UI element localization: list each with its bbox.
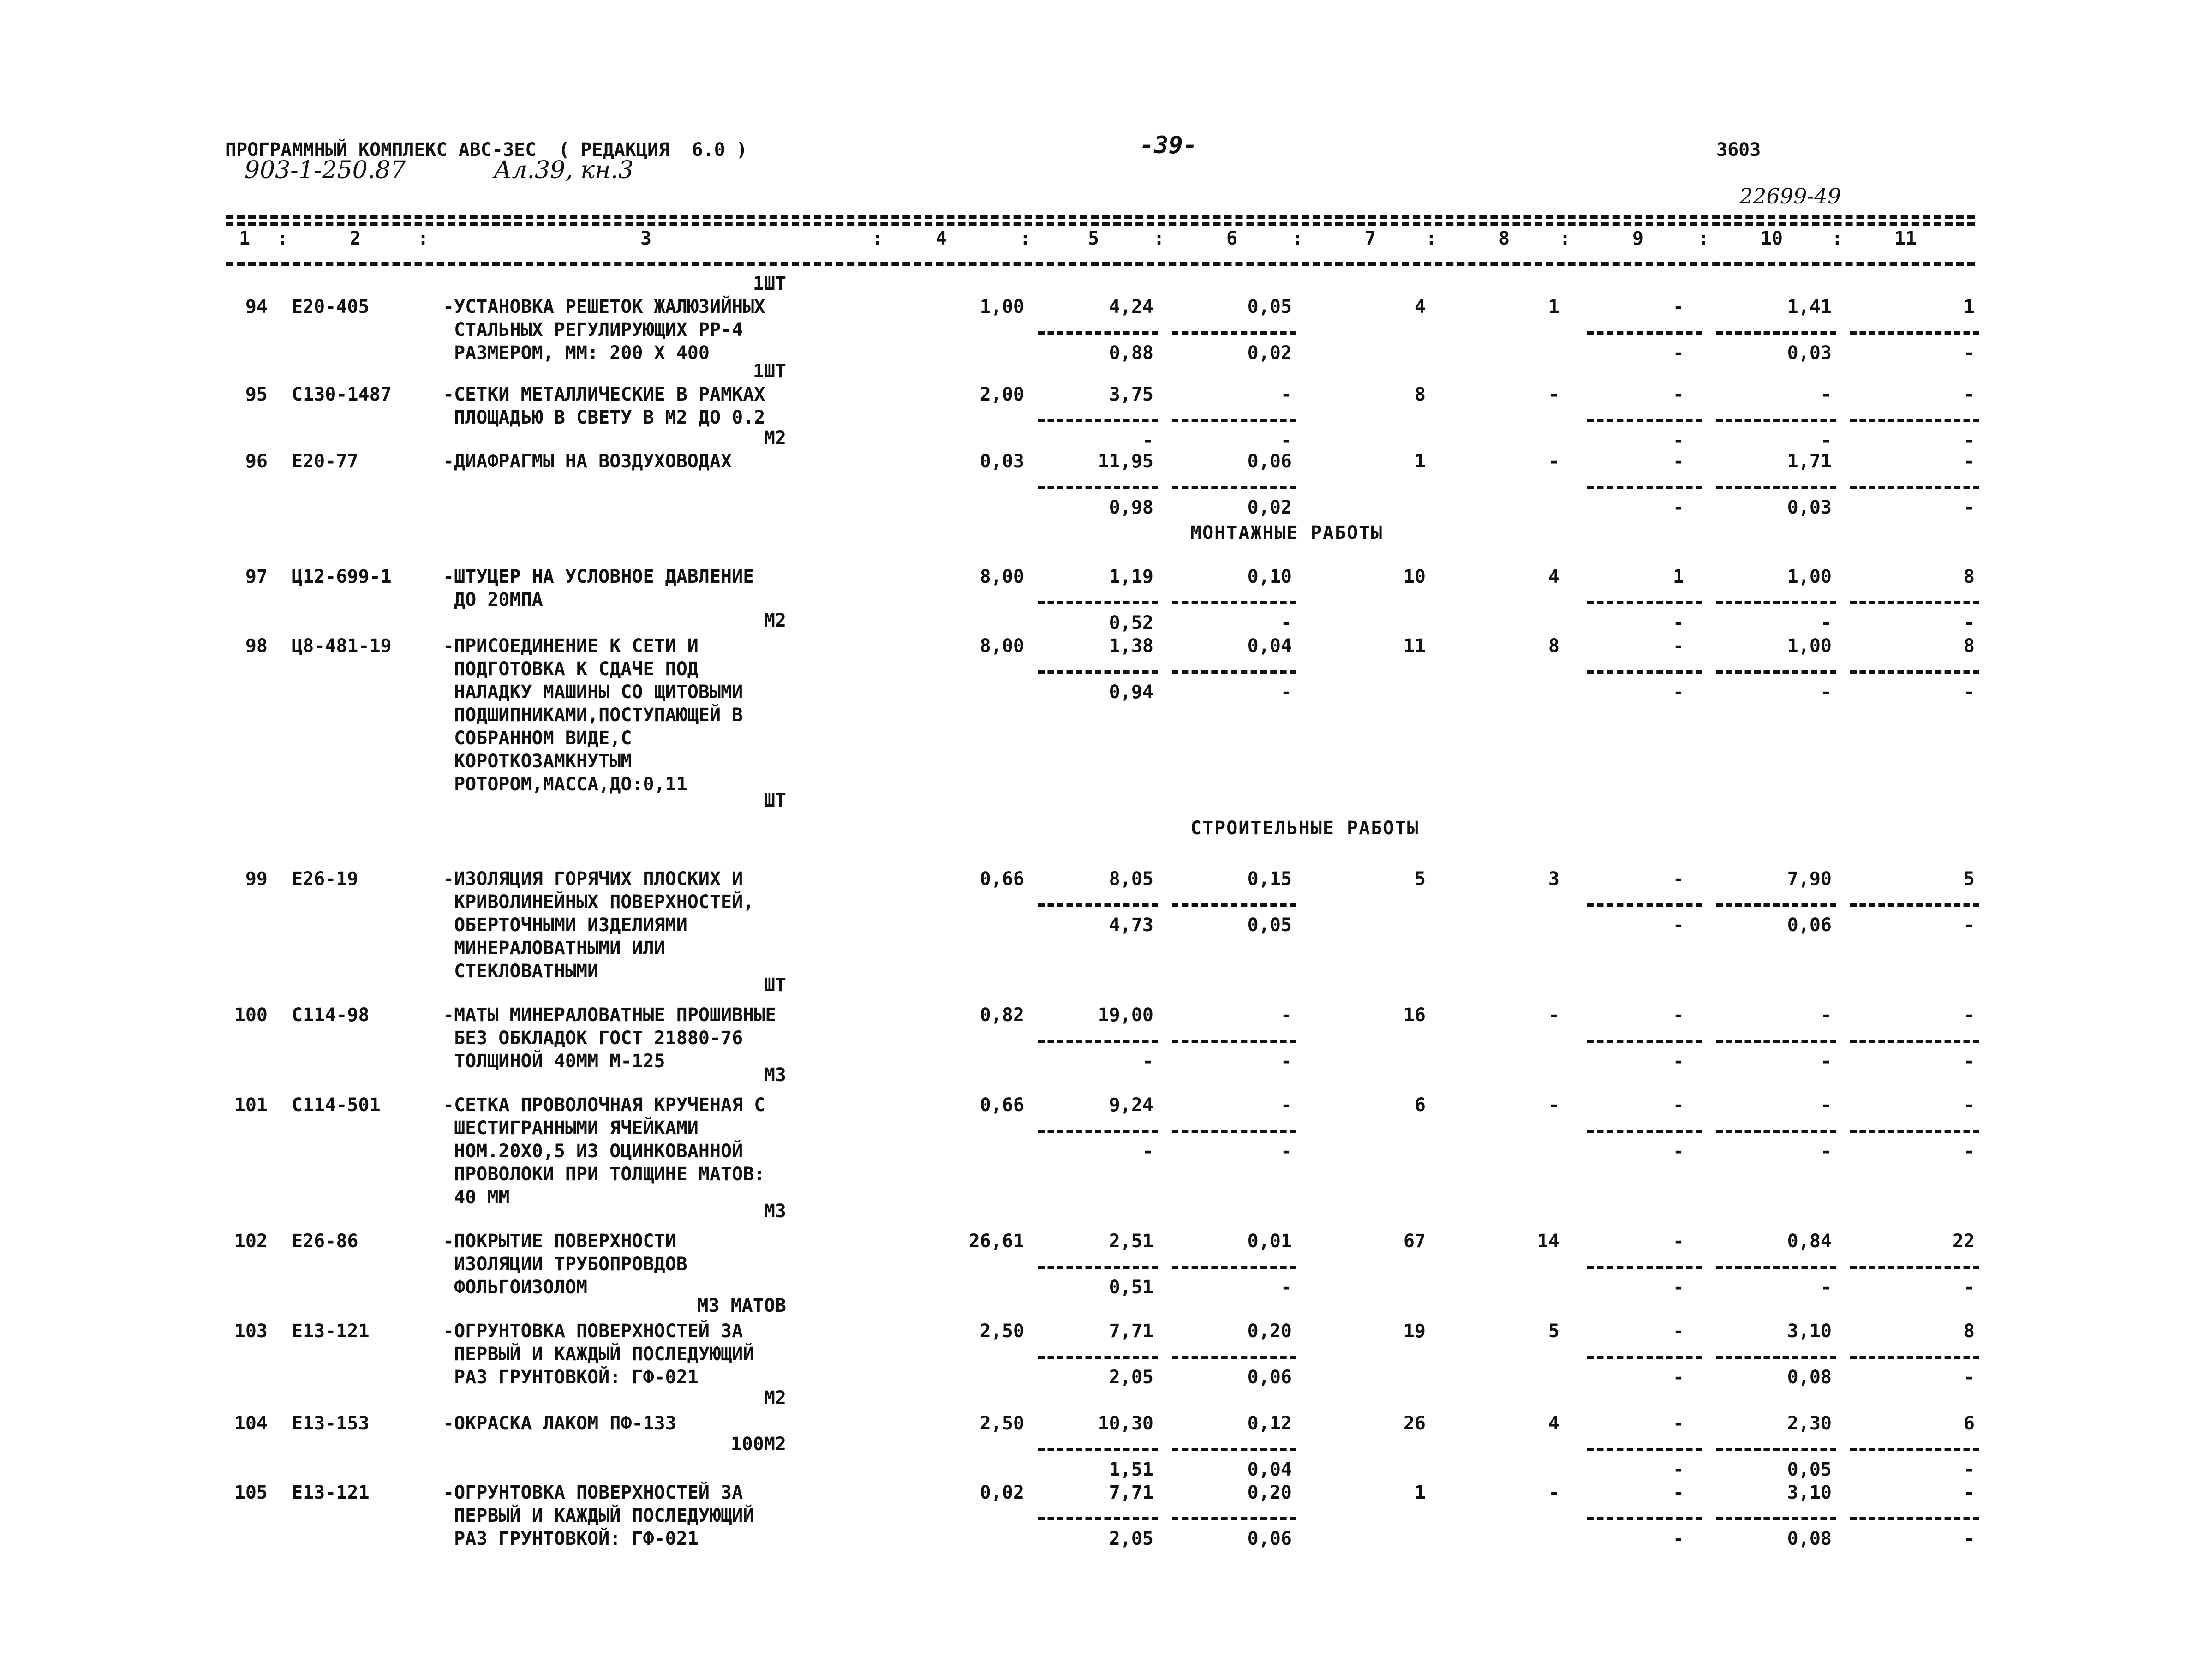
- cell-c7: 1: [1414, 1482, 1426, 1503]
- cell-divider: [1716, 903, 1836, 907]
- cell-c4: 2,00: [980, 384, 1024, 405]
- norm-code: Е20-405: [292, 296, 370, 317]
- col-header-3: 3: [640, 228, 652, 249]
- cell-c11: 22: [1952, 1231, 1975, 1252]
- cell-divider: [1716, 1130, 1836, 1133]
- cell-c4: 0,02: [980, 1482, 1024, 1503]
- cell-c11: -: [1963, 384, 1975, 405]
- cell-c11: 8: [1963, 1321, 1975, 1342]
- cell-divider: [1587, 1266, 1702, 1269]
- cell-c11: -: [1963, 451, 1975, 472]
- norm-code: С114-501: [292, 1094, 381, 1116]
- row-number: 102: [234, 1231, 268, 1252]
- cell-c10: 1,41: [1787, 296, 1832, 317]
- cell-c4: 0,66: [980, 868, 1024, 890]
- cell-c8: 8: [1548, 635, 1559, 657]
- cell-c6b: -: [1280, 1141, 1292, 1162]
- row-number: 96: [245, 451, 268, 472]
- row-number: 105: [234, 1482, 268, 1503]
- cell-c8: 1: [1548, 296, 1559, 317]
- cell-c11b: -: [1963, 1528, 1975, 1549]
- cell-c6b: -: [1280, 1277, 1292, 1298]
- cell-c9: -: [1672, 1321, 1684, 1342]
- cell-c11b: -: [1963, 1459, 1975, 1480]
- cell-c5b: 0,52: [1109, 612, 1153, 634]
- cell-c6: 0,01: [1247, 1231, 1292, 1252]
- cell-divider: [1038, 1266, 1158, 1269]
- col-header-7: 7: [1364, 228, 1376, 249]
- cell-c11b: -: [1963, 612, 1975, 634]
- work-description: -ПОКРЫТИЕ ПОВЕРХНОСТИ ИЗОЛЯЦИИ ТРУБОПРОВДОВ ФОЛЬГОИЗОЛОМ: [443, 1231, 687, 1298]
- unit-label: 1ШТ: [753, 273, 786, 294]
- row-number: 98: [245, 635, 268, 657]
- unit-label: ШТ: [764, 975, 786, 996]
- col-header-9: 9: [1632, 228, 1644, 249]
- cell-divider: [1587, 419, 1702, 422]
- cell-divider: [1172, 331, 1296, 335]
- row-number: 101: [234, 1094, 268, 1116]
- col-header-6: 6: [1226, 228, 1238, 249]
- norm-code: Е26-86: [292, 1231, 358, 1252]
- cell-divider: [1172, 903, 1296, 907]
- sheet-reference: Ал.39, кн.3: [494, 156, 634, 184]
- cell-c11: 5: [1963, 868, 1975, 890]
- cell-c9b: -: [1672, 430, 1684, 451]
- cell-c8: 14: [1537, 1231, 1559, 1252]
- cell-c6b: 0,06: [1247, 1528, 1292, 1549]
- work-description: -ДИАФРАГМЫ НА ВОЗДУХОВОДАХ: [443, 451, 732, 472]
- cell-divider: [1850, 1517, 1979, 1520]
- cell-divider: [1172, 1448, 1296, 1451]
- cell-c9b: -: [1672, 915, 1684, 936]
- cell-c7: 6: [1414, 1094, 1426, 1116]
- cell-divider: [1587, 486, 1702, 489]
- cell-c9b: -: [1672, 1459, 1684, 1480]
- cell-c11b: -: [1963, 430, 1975, 451]
- cell-divider: [1850, 331, 1979, 335]
- norm-code: Е13-121: [292, 1482, 370, 1503]
- inventory-number: 22699-49: [1739, 184, 1841, 209]
- cell-c11: 6: [1963, 1413, 1975, 1434]
- cell-c6: -: [1280, 1094, 1292, 1116]
- cell-divider: [1716, 1517, 1836, 1520]
- cell-c5: 8,05: [1109, 868, 1153, 890]
- cell-divider: [1850, 419, 1979, 422]
- cell-c6: 0,06: [1247, 451, 1292, 472]
- cell-c8: 4: [1548, 1413, 1559, 1434]
- cell-divider: [1587, 1448, 1702, 1451]
- cell-c11b: -: [1963, 915, 1975, 936]
- cell-c9: -: [1672, 296, 1684, 317]
- cell-divider: [1850, 1040, 1979, 1043]
- col-separator: :: [872, 228, 884, 249]
- cell-c6b: -: [1280, 1051, 1292, 1072]
- cell-c5: 19,00: [1098, 1004, 1153, 1026]
- cell-c10b: -: [1820, 1141, 1832, 1162]
- cell-divider: [1587, 1130, 1702, 1133]
- cell-c6: -: [1280, 384, 1292, 405]
- cell-divider: [1172, 1130, 1296, 1133]
- project-code: 903-1-250.87: [245, 156, 406, 184]
- cell-divider: [1716, 1040, 1836, 1043]
- row-number: 95: [245, 384, 268, 405]
- cell-c6: 0,20: [1247, 1482, 1292, 1503]
- cell-c10b: 0,08: [1787, 1528, 1832, 1549]
- norm-code: Е13-153: [292, 1413, 370, 1434]
- cell-c11: 8: [1963, 635, 1975, 657]
- norm-code: Е13-121: [292, 1321, 370, 1342]
- col-header-11: 11: [1894, 228, 1917, 249]
- cell-divider: [1038, 601, 1158, 604]
- cell-c9b: -: [1672, 1051, 1684, 1072]
- cell-c10b: 0,03: [1787, 342, 1832, 364]
- row-number: 104: [234, 1413, 268, 1434]
- cell-c9: -: [1672, 451, 1684, 472]
- cell-c6: 0,20: [1247, 1321, 1292, 1342]
- cell-c6b: 0,04: [1247, 1459, 1292, 1480]
- cell-c5: 3,75: [1109, 384, 1153, 405]
- cell-c5: 1,38: [1109, 635, 1153, 657]
- cell-c5: 10,30: [1098, 1413, 1153, 1434]
- cell-c4: 8,00: [980, 635, 1024, 657]
- cell-c9b: -: [1672, 1367, 1684, 1388]
- work-description: -ОГРУНТОВКА ПОВЕРХНОСТЕЙ ЗА ПЕРВЫЙ И КАЖДЫЙ ПОСЛЕДУЮЩИЙ РАЗ ГРУНТОВКОЙ: ГФ-021: [443, 1321, 754, 1388]
- col-separator: :: [1020, 228, 1031, 249]
- cell-c9: -: [1672, 1413, 1684, 1434]
- work-description: -ШТУЦЕР НА УСЛОВНОЕ ДАВЛЕНИЕ ДО 20МПА: [443, 566, 754, 610]
- cell-c11b: -: [1963, 1051, 1975, 1072]
- cell-c8: -: [1548, 1004, 1559, 1026]
- cell-c9b: -: [1672, 612, 1684, 634]
- cell-c10b: 0,05: [1787, 1459, 1832, 1480]
- col-separator: :: [277, 228, 288, 249]
- cell-c5: 1,19: [1109, 566, 1153, 587]
- cell-c5b: 1,51: [1109, 1459, 1153, 1480]
- col-separator: :: [1426, 228, 1437, 249]
- cell-c10b: -: [1820, 430, 1832, 451]
- cell-c10b: -: [1820, 1277, 1832, 1298]
- cell-c11b: -: [1963, 1277, 1975, 1298]
- norm-code: Ц12-699-1: [292, 566, 392, 587]
- cell-c7: 26: [1403, 1413, 1426, 1434]
- col-header-4: 4: [935, 228, 947, 249]
- cell-c6: 0,05: [1247, 296, 1292, 317]
- cell-c10: 0,84: [1787, 1231, 1832, 1252]
- unit-label: М3: [764, 1064, 786, 1086]
- cell-c4: 1,00: [980, 296, 1024, 317]
- cell-c6b: -: [1280, 682, 1292, 703]
- cell-c11b: -: [1963, 1367, 1975, 1388]
- top-rule: [226, 215, 1975, 219]
- cell-c10: -: [1820, 384, 1832, 405]
- cell-c5b: 2,05: [1109, 1528, 1153, 1549]
- cell-c9: 1: [1672, 566, 1684, 587]
- cell-divider: [1587, 331, 1702, 335]
- work-description: -УСТАНОВКА РЕШЕТОК ЖАЛЮЗИЙНЫХ СТАЛЬНЫХ РЕГУЛИРУЮЩИХ РР-4 РАЗМЕРОМ, ММ: 200 Х 400: [443, 296, 765, 364]
- cell-c7: 19: [1403, 1321, 1426, 1342]
- cell-c7: 4: [1414, 296, 1426, 317]
- cell-c11: -: [1963, 1004, 1975, 1026]
- cell-divider: [1716, 1448, 1836, 1451]
- cell-c9b: -: [1672, 1528, 1684, 1549]
- norm-code: Ц8-481-19: [292, 635, 392, 657]
- cell-divider: [1850, 670, 1979, 674]
- unit-label: М2: [764, 1387, 786, 1409]
- col-separator: :: [1153, 228, 1165, 249]
- cell-divider: [1038, 1448, 1158, 1451]
- cell-c6: 0,10: [1247, 566, 1292, 587]
- cell-c9: -: [1672, 1004, 1684, 1026]
- cell-c10b: 0,06: [1787, 915, 1832, 936]
- cell-c6b: 0,05: [1247, 915, 1292, 936]
- cell-divider: [1716, 1356, 1836, 1359]
- cell-c5b: 4,73: [1109, 915, 1153, 936]
- unit-label: 100М2: [730, 1434, 786, 1455]
- cell-c10b: -: [1820, 682, 1832, 703]
- cell-divider: [1587, 1356, 1702, 1359]
- norm-code: Е20-77: [292, 451, 358, 472]
- cell-c8: -: [1548, 1482, 1559, 1503]
- col-header-1: 1: [239, 228, 251, 249]
- work-description: -МАТЫ МИНЕРАЛОВАТНЫЕ ПРОШИВНЫЕ БЕЗ ОБКЛАДОК ГОСТ 21880-76 ТОЛЩИНОЙ 40ММ М-125: [443, 1004, 776, 1072]
- cell-c5b: -: [1142, 430, 1153, 451]
- cell-c11: -: [1963, 1094, 1975, 1116]
- cell-divider: [1716, 601, 1836, 604]
- cell-c6b: -: [1280, 612, 1292, 634]
- cell-divider: [1716, 1266, 1836, 1269]
- cell-c6b: -: [1280, 430, 1292, 451]
- cell-divider: [1172, 670, 1296, 674]
- col-header-2: 2: [349, 228, 361, 249]
- cell-c10: -: [1820, 1004, 1832, 1026]
- cell-c10b: 0,08: [1787, 1367, 1832, 1388]
- cell-divider: [1038, 670, 1158, 674]
- work-description: -ИЗОЛЯЦИЯ ГОРЯЧИХ ПЛОСКИХ И КРИВОЛИНЕЙНЫХ ПОВЕРХНОСТЕЙ, ОБЕРТОЧНЫМИ ИЗДЕЛИЯМИ МИНЕРАЛОВАТНЫМИ ИЛИ СТЕКЛОВАТНЫМИ: [443, 868, 754, 982]
- cell-divider: [1716, 486, 1836, 489]
- col-header-8: 8: [1498, 228, 1510, 249]
- cell-divider: [1587, 601, 1702, 604]
- cell-c8: 4: [1548, 566, 1559, 587]
- cell-divider: [1038, 903, 1158, 907]
- cell-c7: 8: [1414, 384, 1426, 405]
- cell-c10: -: [1820, 1094, 1832, 1116]
- cell-c11b: -: [1963, 682, 1975, 703]
- cell-c5b: -: [1142, 1051, 1153, 1072]
- cell-c9: -: [1672, 1094, 1684, 1116]
- cell-c9: -: [1672, 384, 1684, 405]
- cell-c5b: 0,51: [1109, 1277, 1153, 1298]
- work-description: -ПРИСОЕДИНЕНИЕ К СЕТИ И ПОДГОТОВКА К СДАЧЕ ПОД НАЛАДКУ МАШИНЫ СО ЩИТОВЫМИ ПОДШИПНИКАМИ,ПОСТУПАЮЩЕЙ В СОБРАННОМ ВИДЕ,С КОРОТКОЗАМКНУТЫМ РОТОРОМ,МАССА,ДО:0,11: [443, 635, 743, 795]
- cell-divider: [1172, 601, 1296, 604]
- cell-c7: 1: [1414, 451, 1426, 472]
- norm-code: Е26-19: [292, 868, 358, 890]
- cell-c10b: -: [1820, 1051, 1832, 1072]
- cell-c10b: 0,03: [1787, 497, 1832, 518]
- cell-c9b: -: [1672, 342, 1684, 364]
- cell-c9b: -: [1672, 1277, 1684, 1298]
- col-separator: :: [1292, 228, 1303, 249]
- cell-divider: [1716, 331, 1836, 335]
- row-number: 97: [245, 566, 268, 587]
- cell-divider: [1038, 1040, 1158, 1043]
- cell-divider: [1850, 1130, 1979, 1133]
- cell-divider: [1038, 1517, 1158, 1520]
- norm-code: С114-98: [292, 1004, 370, 1026]
- cell-c5b: 0,94: [1109, 682, 1153, 703]
- cell-c11b: -: [1963, 497, 1975, 518]
- cell-c9: -: [1672, 868, 1684, 890]
- cell-c5: 7,71: [1109, 1482, 1153, 1503]
- cell-c8: -: [1548, 451, 1559, 472]
- cell-divider: [1850, 903, 1979, 907]
- cell-c5: 7,71: [1109, 1321, 1153, 1342]
- cell-c8: -: [1548, 384, 1559, 405]
- cell-c4: 2,50: [980, 1413, 1024, 1434]
- cell-c7: 11: [1403, 635, 1426, 657]
- cell-divider: [1172, 486, 1296, 489]
- work-description: -СЕТКИ МЕТАЛЛИЧЕСКИЕ В РАМКАХ ПЛОЩАДЬЮ В СВЕТУ В М2 ДО 0.2: [443, 384, 765, 428]
- work-description: -ОКРАСКА ЛАКОМ ПФ-133: [443, 1413, 676, 1434]
- cell-divider: [1038, 486, 1158, 489]
- unit-label: М2: [764, 428, 786, 449]
- cell-divider: [1038, 419, 1158, 422]
- cell-c9b: -: [1672, 497, 1684, 518]
- cell-c10: 1,00: [1787, 566, 1832, 587]
- col-separator: :: [1559, 228, 1571, 249]
- cell-c5: 11,95: [1098, 451, 1153, 472]
- cell-c8: -: [1548, 1094, 1559, 1116]
- cell-c5b: 0,88: [1109, 342, 1153, 364]
- col-separator: :: [1832, 228, 1843, 249]
- cell-divider: [1587, 903, 1702, 907]
- cell-c4: 0,82: [980, 1004, 1024, 1026]
- cell-c10: 2,30: [1787, 1413, 1832, 1434]
- cell-divider: [1587, 1040, 1702, 1043]
- unit-label: М3 МАТОВ: [697, 1295, 786, 1316]
- cell-c7: 5: [1414, 868, 1426, 890]
- cell-c9b: -: [1672, 682, 1684, 703]
- cell-c4: 8,00: [980, 566, 1024, 587]
- page-number: -39-: [1140, 132, 1198, 159]
- col-separator: :: [418, 228, 429, 249]
- cell-c7: 16: [1403, 1004, 1426, 1026]
- unit-label: 1ШТ: [753, 361, 786, 382]
- cell-c9: -: [1672, 1482, 1684, 1503]
- cell-c5: 4,24: [1109, 296, 1153, 317]
- document-number: 3603: [1716, 139, 1761, 161]
- cell-c10: 1,71: [1787, 451, 1832, 472]
- cell-divider: [1172, 1266, 1296, 1269]
- cell-divider: [1038, 1356, 1158, 1359]
- cell-c10: 3,10: [1787, 1482, 1832, 1503]
- row-number: 103: [234, 1321, 268, 1342]
- cell-divider: [1850, 486, 1979, 489]
- cell-divider: [1850, 1266, 1979, 1269]
- cell-c11: 1: [1963, 296, 1975, 317]
- work-description: -ОГРУНТОВКА ПОВЕРХНОСТЕЙ ЗА ПЕРВЫЙ И КАЖДЫЙ ПОСЛЕДУЮЩИЙ РАЗ ГРУНТОВКОЙ: ГФ-021: [443, 1482, 754, 1549]
- cell-divider: [1850, 601, 1979, 604]
- cell-divider: [1587, 670, 1702, 674]
- norm-code: С130-1487: [292, 384, 392, 405]
- cell-divider: [1172, 419, 1296, 422]
- cell-c9b: -: [1672, 1141, 1684, 1162]
- col-header-5: 5: [1087, 228, 1099, 249]
- cell-c8: 5: [1548, 1321, 1559, 1342]
- col-separator: :: [1698, 228, 1709, 249]
- section-montage: МОНТАЖНЫЕ РАБОТЫ: [1190, 522, 1383, 544]
- cell-c6: 0,04: [1247, 635, 1292, 657]
- cell-c10: 3,10: [1787, 1321, 1832, 1342]
- cell-divider: [1038, 1130, 1158, 1133]
- cell-divider: [1850, 1356, 1979, 1359]
- cell-divider: [1716, 670, 1836, 674]
- row-number: 100: [234, 1004, 268, 1026]
- cell-c6: 0,15: [1247, 868, 1292, 890]
- col-header-10: 10: [1760, 228, 1783, 249]
- cell-c9: -: [1672, 635, 1684, 657]
- cell-c11: 8: [1963, 566, 1975, 587]
- top-rule-2: [226, 222, 1975, 226]
- cell-c5b: 2,05: [1109, 1367, 1153, 1388]
- cell-c11b: -: [1963, 342, 1975, 364]
- cell-divider: [1850, 1448, 1979, 1451]
- cell-c6b: 0,02: [1247, 342, 1292, 364]
- cell-divider: [1038, 331, 1158, 335]
- cell-c11: -: [1963, 1482, 1975, 1503]
- cell-c6b: 0,06: [1247, 1367, 1292, 1388]
- cell-c6: -: [1280, 1004, 1292, 1026]
- cell-divider: [1587, 1517, 1702, 1520]
- cell-c11b: -: [1963, 1141, 1975, 1162]
- cell-divider: [1716, 419, 1836, 422]
- cell-c4: 0,03: [980, 451, 1024, 472]
- cell-c10: 7,90: [1787, 868, 1832, 890]
- row-number: 99: [245, 868, 268, 890]
- unit-label: М3: [764, 1201, 786, 1222]
- cell-c10: 1,00: [1787, 635, 1832, 657]
- cell-c7: 10: [1403, 566, 1426, 587]
- cell-c5b: 0,98: [1109, 497, 1153, 518]
- program-title: ПРОГРАММНЫЙ КОМПЛЕКС АВС-3ЕС ( РЕДАКЦИЯ 6.0 ): [225, 139, 747, 161]
- cell-divider: [1172, 1356, 1296, 1359]
- cell-c6: 0,12: [1247, 1413, 1292, 1434]
- cell-divider: [1172, 1517, 1296, 1520]
- cell-divider: [1172, 1040, 1296, 1043]
- cell-c7: 67: [1403, 1231, 1426, 1252]
- section-construction: СТРОИТЕЛЬНЫЕ РАБОТЫ: [1190, 818, 1419, 839]
- cell-c4: 26,61: [968, 1231, 1024, 1252]
- cell-c4: 0,66: [980, 1094, 1024, 1116]
- cell-c5: 2,51: [1109, 1231, 1153, 1252]
- header-bottom-rule: [226, 262, 1975, 266]
- cell-c5b: -: [1142, 1141, 1153, 1162]
- cell-c6b: 0,02: [1247, 497, 1292, 518]
- row-number: 94: [245, 296, 268, 317]
- cell-c10b: -: [1820, 612, 1832, 634]
- cell-c4: 2,50: [980, 1321, 1024, 1342]
- cell-c9: -: [1672, 1231, 1684, 1252]
- cell-c8: 3: [1548, 868, 1559, 890]
- unit-label: М2: [764, 610, 786, 631]
- work-description: -СЕТКА ПРОВОЛОЧНАЯ КРУЧЕНАЯ С ШЕСТИГРАННЫМИ ЯЧЕЙКАМИ НОМ.20Х0,5 ИЗ ОЦИНКОВАННОЙ ПРОВОЛОКИ ПРИ ТОЛЩИНЕ МАТОВ: 40 ММ: [443, 1094, 765, 1208]
- unit-label: ШТ: [764, 790, 786, 811]
- cell-c5: 9,24: [1109, 1094, 1153, 1116]
